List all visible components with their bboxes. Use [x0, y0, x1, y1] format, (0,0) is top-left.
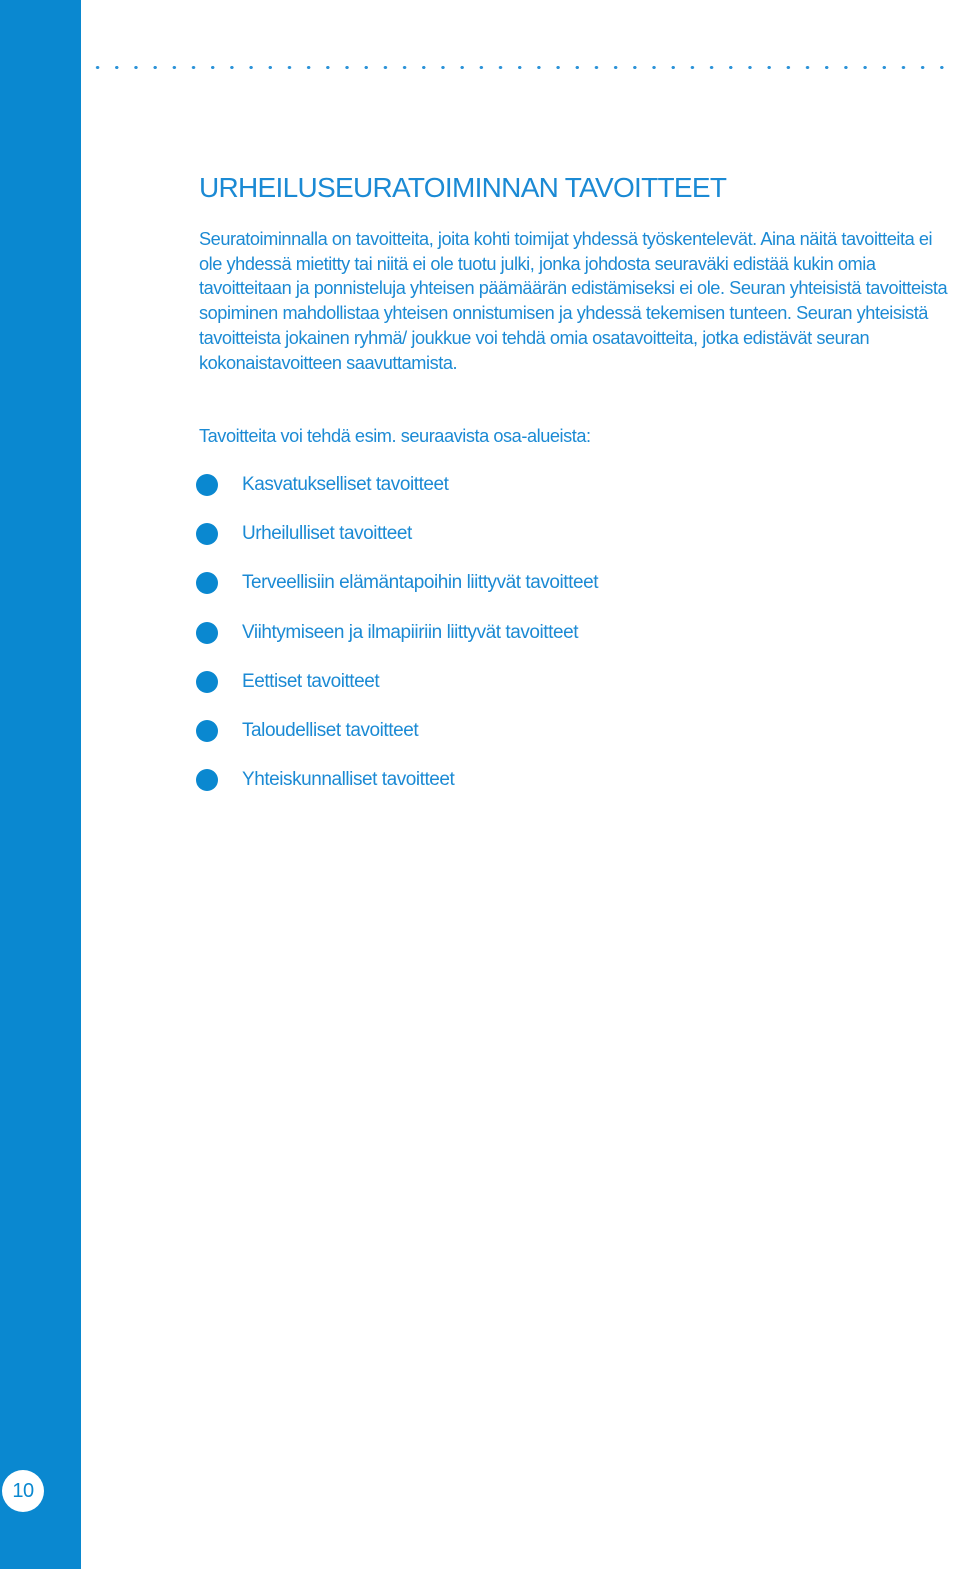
- goal-label-healthy-lifestyle: Terveellisiin elämäntapoihin liittyvät tavoitteet: [242, 572, 599, 594]
- list-item: [196, 472, 598, 521]
- goal-label-ethical: Eettiset tavoitteet: [242, 670, 380, 692]
- list-item: [196, 570, 598, 619]
- intro-paragraph: Seuratoiminnalla on tavoitteita, joita kohti toimijat yhdessä työskentelevät. Aina näitä tavoitteita ei ole yhdessä mietitty tai niitä ei ole tuotu julki, jonka johdosta seuraväki edistää kukin omia tavoitteitaan ja ponnisteluja yhteisen päämäärän edistämiseksi ei ole. Seuran yhteisistä tavoitteista sopiminen mahdollistaa yhteisen onnistumisen ja yhdessä tekemisen tunteen. Seuran yhteisistä tavoitteista jokainen ryhmä/ joukkue voi tehdä omia osatavoitteita, jotka edistävät seuran kokonaistavoitteen saavuttamista.: [199, 229, 948, 373]
- list-item: [196, 767, 598, 816]
- bullet-icon: [196, 671, 218, 693]
- goal-areas-list: [196, 472, 598, 816]
- goal-label-financial: Taloudelliset tavoitteet: [242, 719, 419, 741]
- side-color-band: [0, 0, 81, 1569]
- list-item: [196, 669, 598, 718]
- goal-list-lead: Tavoitteita voi tehdä esim. seuraavista osa-alueista:: [199, 426, 591, 446]
- bullet-icon: [196, 523, 218, 545]
- dotted-divider: [88, 66, 954, 69]
- list-item: [196, 718, 598, 767]
- page-number-badge: 10: [2, 1470, 44, 1512]
- bullet-icon: [196, 720, 218, 742]
- bullet-icon: [196, 572, 218, 594]
- bullet-icon: [196, 474, 218, 496]
- goal-label-sporting: Urheilulliset tavoitteet: [242, 523, 412, 545]
- goal-label-educational: Kasvatukselliset tavoitteet: [242, 474, 449, 495]
- bullet-icon: [196, 769, 218, 791]
- list-item: [196, 620, 598, 669]
- bullet-icon: [196, 622, 218, 644]
- page-title: URHEILUSEURATOIMINNAN TAVOITTEET: [199, 172, 727, 203]
- goal-label-societal: Yhteiskunnalliset tavoitteet: [242, 769, 455, 791]
- list-item: [196, 521, 598, 570]
- goal-label-atmosphere: Viihtymiseen ja ilmapiiriin liittyvät tavoitteet: [242, 621, 579, 643]
